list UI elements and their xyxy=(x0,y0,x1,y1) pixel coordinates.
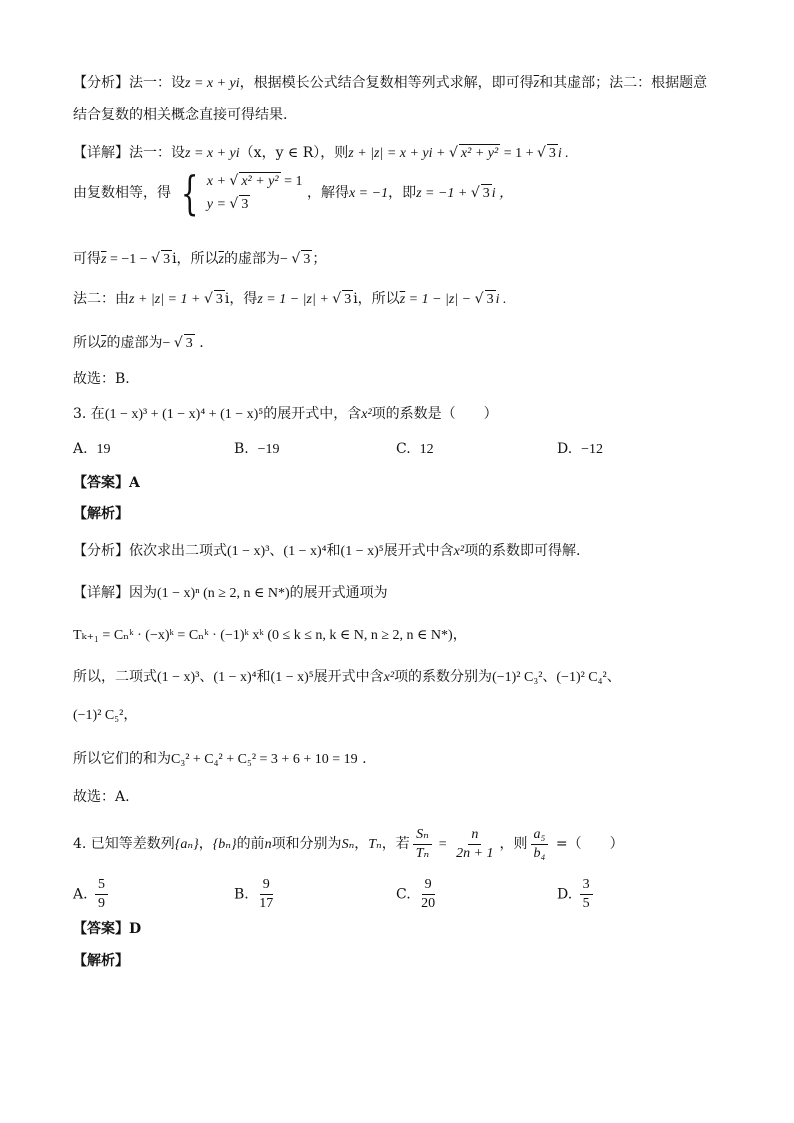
q4-opt-b-frac xyxy=(256,876,276,913)
m2-root-3: 3 xyxy=(486,292,494,307)
sqrt-symbol-2: √ xyxy=(536,145,546,161)
math-modulus-eq: z + |z| = x + yi + xyxy=(348,146,449,161)
q3-opt-d-value: −12 xyxy=(581,442,603,457)
q4-l: ，则 xyxy=(499,836,528,852)
method2-line xyxy=(73,288,506,311)
q4-option-a xyxy=(73,876,111,913)
concl-f: . xyxy=(194,335,204,351)
q4-i: ， xyxy=(354,836,369,852)
detail-3-so1 xyxy=(73,666,621,689)
d3-so1a: 所以，二项式 xyxy=(73,669,157,685)
d3-so1g: 展开式中含 xyxy=(313,669,384,685)
analysis-line-2: 结合复数的相关概念直接可得结果. xyxy=(73,107,288,123)
equation-system xyxy=(175,166,303,220)
q3-opt-b-label: B. xyxy=(234,441,249,457)
m2-b: z + |z| = 1 + xyxy=(129,292,204,307)
eq-mid-2: ，即 xyxy=(388,184,417,201)
frac1-num: Sₙ xyxy=(413,826,432,845)
sqrt-symbol-4: √ xyxy=(229,196,239,212)
q4-option-c xyxy=(396,876,441,913)
q3-opt-a-label: A. xyxy=(73,441,88,457)
row1-c: = 1 xyxy=(280,174,303,189)
frac3-num: a₅ xyxy=(531,826,549,845)
d3-so1i: 项的系数分别为 xyxy=(394,669,493,685)
m2-root: 3 xyxy=(215,292,223,307)
system-rows xyxy=(207,170,303,216)
a3-f: (1 − x)⁵ xyxy=(340,544,384,559)
q4-opt-a-frac xyxy=(95,876,108,913)
d3-suma: 所以它们的和为 xyxy=(73,751,171,767)
choose-1: 故选：B. xyxy=(73,371,130,387)
analysis-text-2: 和其虚部；法二：根据题意 xyxy=(539,75,708,91)
conj-a: 可得 xyxy=(73,251,101,267)
q4-h: Sₙ xyxy=(341,837,355,852)
q4-answer: 【答案】D xyxy=(73,921,142,937)
q4-c: ， xyxy=(198,836,213,852)
math-z-def-2: z = x + yi xyxy=(185,146,240,161)
sqrt-symbol-3: √ xyxy=(229,173,239,189)
q4-d: {bₙ} xyxy=(212,837,237,852)
row2-a: y = xyxy=(206,197,230,212)
conj-root: 3 xyxy=(163,252,171,267)
m2-z-bar: $\overline{z}$ xyxy=(399,292,406,307)
q4-opt-b-den: 17 xyxy=(259,896,274,911)
x-value: x = −1 xyxy=(348,185,389,201)
q4-opt-c-den: 20 xyxy=(421,896,436,911)
m2-a: 法二：由 xyxy=(73,291,129,307)
z-end: i ， xyxy=(491,185,514,201)
system-row-1 xyxy=(207,170,303,193)
q3-a: 3. 在 xyxy=(73,406,105,422)
q4-eq: = xyxy=(435,837,451,852)
detail-3-line-1 xyxy=(73,582,388,605)
d3-so1f: (1 − x)⁵ xyxy=(270,670,314,685)
d3-sumend: . xyxy=(357,751,367,767)
question-3 xyxy=(73,403,498,426)
row1-a: x + xyxy=(206,174,230,189)
concl-root: 3 xyxy=(185,336,193,351)
q3-jiexi: 【解析】 xyxy=(73,506,129,522)
analysis-line-1 xyxy=(73,72,707,95)
equation-system-line xyxy=(73,166,514,220)
q4-a: 4. 已知等差数列 xyxy=(73,836,175,852)
z-root: 3 xyxy=(482,185,490,201)
d3-so1c: 、 xyxy=(199,669,214,685)
conj-c: = −1 − xyxy=(106,252,152,267)
math-eq-part: = 1 + xyxy=(500,146,537,161)
m2-d: i，得 xyxy=(224,291,258,307)
q4-option-d xyxy=(557,876,596,913)
row2-sqrt: 3 xyxy=(241,197,249,212)
q4-opt-d-den: 5 xyxy=(582,896,590,911)
a3-e: 和 xyxy=(326,543,341,559)
frac2-den: 2n + 1 xyxy=(456,845,494,861)
q4-k: ，若 xyxy=(381,836,410,852)
q4-opt-b-num: 9 xyxy=(260,876,273,895)
conj-root-2: 3 xyxy=(303,252,311,267)
q4-opt-a-label: A. xyxy=(73,886,88,903)
a3-h: x² xyxy=(453,544,465,559)
sqrt-symbol: √ xyxy=(448,145,458,161)
detail-label: 【详解】法一：设 xyxy=(73,145,185,161)
d3-so1h: x² xyxy=(383,670,395,685)
analysis-text: ，根据模长公式结合复数相等列式求解，即可得 xyxy=(239,75,534,91)
a3-c: 、 xyxy=(269,543,284,559)
q4-opt-a-num: 5 xyxy=(95,876,108,895)
q4-e: 的前 xyxy=(236,836,265,852)
q4-opt-c-label: C. xyxy=(396,886,411,903)
q4-opt-a-den: 9 xyxy=(98,896,106,911)
sqrt-symbol-5: √ xyxy=(470,184,480,201)
m2-k: i . xyxy=(495,292,507,307)
concl-z-bar: $\overline{z}$ xyxy=(101,336,107,351)
q4-opt-d-num: 3 xyxy=(580,876,593,895)
q3-expr: (1 − x)³ + (1 − x)⁴ + (1 − x)⁵ xyxy=(104,407,264,422)
sqrt-symbol-11: √ xyxy=(173,335,183,351)
math-i: i . xyxy=(557,146,569,161)
q3-option-a xyxy=(73,441,110,458)
q4-option-b xyxy=(234,876,279,913)
brace-icon: { xyxy=(181,166,199,220)
conj-g: 的虚部为 xyxy=(224,251,280,267)
sqrt-symbol-10: √ xyxy=(474,291,484,307)
sqrt-symbol-7: √ xyxy=(291,251,301,267)
detail-line-1 xyxy=(73,142,569,165)
frac2-num: n xyxy=(468,826,481,845)
d3-so2: (−1)² C₅² xyxy=(73,708,124,723)
m2-e: z = 1 − |z| + xyxy=(257,292,333,307)
q3-opt-c-label: C. xyxy=(396,441,411,457)
analysis-3 xyxy=(73,540,581,563)
q3-opt-a-value: 19 xyxy=(96,442,111,457)
q4-frac-s-over-t xyxy=(413,826,432,863)
q4-opt-c-frac xyxy=(418,876,438,913)
conj-j: ； xyxy=(312,251,327,267)
conj-z-bar-2: $\overline{z}$ xyxy=(218,252,224,267)
conjugate-line xyxy=(73,248,326,271)
sqrt-symbol-6: √ xyxy=(151,251,161,267)
sqrt-content-2: 3 xyxy=(548,146,556,161)
frac3-den: b₄ xyxy=(533,845,546,861)
d3-so1d: (1 − x)⁴ xyxy=(213,670,257,685)
conj-z-bar: $\overline{z}$ xyxy=(101,252,107,267)
detail-3-sum xyxy=(73,748,367,771)
q3-option-c xyxy=(396,441,434,458)
conj-h: − xyxy=(280,252,292,267)
d3-sumb: C₃² + C₄² + C₅² = 3 + 6 + 10 = 19 xyxy=(171,752,358,767)
analysis-label: 【分析】法一：设 xyxy=(73,75,185,91)
a3-b: (1 − x)³ xyxy=(227,544,270,559)
detail-3-term xyxy=(73,624,467,647)
q3-c: 的展开式中，含 xyxy=(263,406,362,422)
eq-mid: ，解得 xyxy=(306,184,349,201)
d3-so2end: ， xyxy=(123,707,138,723)
eq-prefix: 由复数相等，得 xyxy=(73,185,171,201)
d3-so1j: (−1)² C₃²、(−1)² C₄²、 xyxy=(492,670,621,685)
q3-e: 项的系数是（ ） xyxy=(371,406,498,422)
q4-b: {aₙ} xyxy=(174,837,199,852)
concl-d: − xyxy=(162,336,174,351)
m2-g: i，所以 xyxy=(353,291,400,307)
q3-opt-c-value: 12 xyxy=(419,442,434,457)
sqrt-symbol-9: √ xyxy=(332,291,342,307)
sqrt-content: x² + y² xyxy=(460,146,499,161)
system-row-2 xyxy=(207,193,303,216)
conclusion-line xyxy=(73,332,204,355)
q4-jiexi: 【解析】 xyxy=(73,953,129,969)
q3-opt-b-value: −19 xyxy=(257,442,280,457)
m2-i: = 1 − |z| − xyxy=(405,292,475,307)
q4-frac-a-over-b xyxy=(531,826,549,863)
q3-answer: 【答案】A xyxy=(73,475,140,491)
q4-opt-c-num: 9 xyxy=(422,876,435,895)
q4-f: n xyxy=(264,837,272,852)
detail-3-so2 xyxy=(73,704,137,727)
q3-option-d xyxy=(557,441,603,458)
d3-c: 的展开式通项为 xyxy=(289,585,388,601)
a3-i: 项的系数即可得解. xyxy=(464,543,581,559)
math-z-bar: $\overline{z}$ xyxy=(533,76,540,91)
q3-opt-d-label: D. xyxy=(557,441,573,457)
d3-so1e: 和 xyxy=(256,669,271,685)
q4-j: Tₙ xyxy=(368,837,382,852)
m2-root-2: 3 xyxy=(344,292,352,307)
row1-sqrt: x² + y² xyxy=(241,174,279,189)
concl-c: 的虚部为 xyxy=(106,335,163,351)
frac1-den: Tₙ xyxy=(415,845,430,861)
q4-g: 项和分别为 xyxy=(271,836,342,852)
d3-tend: ， xyxy=(452,627,467,643)
q4-opt-d-label: D. xyxy=(557,886,573,903)
domain-text: （x，y ∈ R），则 xyxy=(239,145,349,161)
q4-frac-n xyxy=(453,826,496,863)
concl-a: 所以 xyxy=(73,335,101,351)
q4-opt-b-label: B. xyxy=(234,886,249,903)
d3-b: (1 − x)ⁿ (n ≥ 2, n ∈ N*) xyxy=(157,586,290,601)
a3-d: (1 − x)⁴ xyxy=(283,544,327,559)
question-4 xyxy=(73,824,624,865)
eq-tail xyxy=(307,185,513,201)
conj-e: i，所以 xyxy=(172,251,219,267)
a3-g: 展开式中含 xyxy=(383,543,454,559)
q4-opt-d-frac xyxy=(580,876,593,913)
d3-so1b: (1 − x)³ xyxy=(157,670,200,685)
z-value: z = −1 + xyxy=(416,185,471,201)
d3-term: Tₖ₊₁ = Cₙᵏ · (−x)ᵏ = Cₙᵏ · (−1)ᵏ xᵏ (0 ≤ k ≤ n, k ∈ N, n ≥ 2, n ∈ N*) xyxy=(73,628,453,643)
q3-x2: x² xyxy=(361,407,372,422)
q4-m: =（ ） xyxy=(551,836,624,852)
q3-option-b xyxy=(234,441,280,458)
a3-a: 【分析】依次求出二项式 xyxy=(73,543,227,559)
sqrt-symbol-8: √ xyxy=(203,291,213,307)
choose-3: 故选：A. xyxy=(73,789,130,805)
d3-a: 【详解】因为 xyxy=(73,585,157,601)
math-z-def: z = x + yi xyxy=(185,76,240,91)
